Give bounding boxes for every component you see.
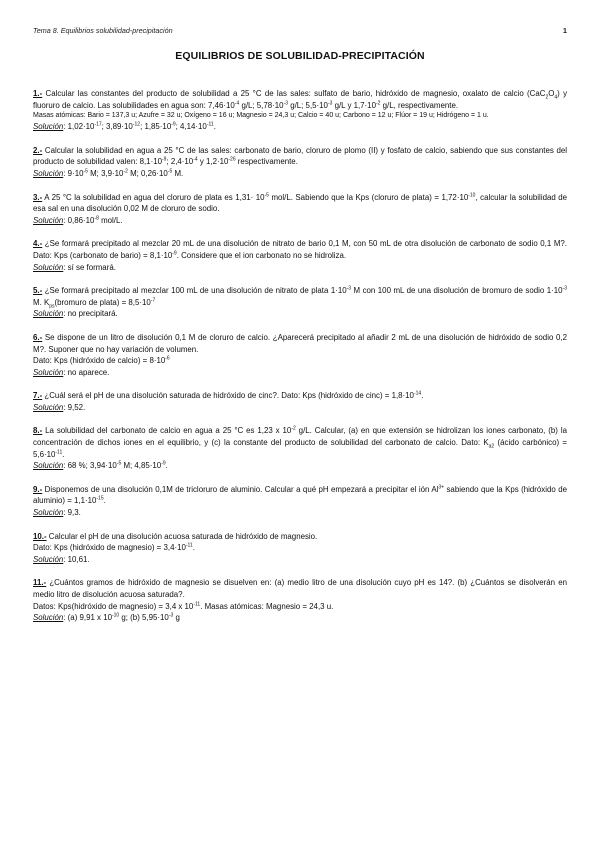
exercise-statement bbox=[33, 285, 567, 308]
exercise-statement bbox=[33, 192, 567, 215]
solution-value: $9\cdot 10^{-5}$ M; $3,9\cdot 10^{-2}$ M; $0,26\cdot 10^{-5}$ M. bbox=[67, 168, 184, 178]
solution-label: Solución bbox=[33, 168, 64, 178]
exercise-list bbox=[33, 88, 567, 624]
exercise-solution: Solución: no aparece. bbox=[33, 367, 110, 377]
exercise-number: 2.- bbox=[33, 145, 43, 155]
exercise-item bbox=[33, 531, 567, 566]
exercise-number: 1.- bbox=[33, 89, 43, 98]
exercise-statement bbox=[33, 531, 567, 554]
exercise-solution: Solución: 68 %; $3,94\cdot 10^{-5}$ M; $4,85\cdot 10^{-9}$. bbox=[33, 460, 168, 471]
exercise-solution: Solución: 9,3. bbox=[33, 508, 81, 518]
exercise-solution: Solución: 10,61. bbox=[33, 554, 90, 564]
exercise-statement bbox=[33, 484, 567, 507]
exercise-text: A 25 °C la solubilidad en agua del cloruro de plata es $1,31\cdot 10^{-5}$ mol/L. Sabiendo que la Kps (cloruro de plata) = $1,72\cdot 10^{-10}$, calcular la solubilidad de esa sal en una disolución 0,02 M de cloruro de sodio. bbox=[33, 191, 568, 214]
exercise-text: ¿Se formará precipitado al mezclar 20 mL de una disolución de nitrato de bario 0,1 M, con 50 mL de otra disolución de carbonato de sodio 0,1 M?. Dato: Kps (carbonato de bario) = $8,1\cdot 10^{-9}$. Considere que el ion carbonato no se hidroliza. bbox=[33, 239, 567, 260]
page-number: 1 bbox=[562, 26, 567, 35]
exercise-item bbox=[33, 145, 567, 180]
exercise-item bbox=[33, 577, 567, 623]
exercise-solution: Solución: 9,52. bbox=[33, 402, 86, 412]
exercise-number: 11.- bbox=[33, 578, 47, 588]
exercise-text: ¿Cuántos gramos de hidróxido de magnesio se disuelven en: (a) medio litro de una disolución cuyo pH es 14?. (b) ¿Cuántos se disolverán en medio litro de disolución acuosa saturada?. Datos: Kps(hidróxido de magnesio) = 3,4 x $10^{-11}$. Masas atómicas: Magnesio = 24,3 u. bbox=[33, 578, 567, 611]
header-topic: Tema 8. Equilibrios solubilidad-precipitación bbox=[33, 26, 173, 35]
solution-label: Solución bbox=[33, 461, 64, 471]
exercise-number: 4.- bbox=[33, 239, 43, 249]
exercise-text: ¿Cuál será el pH de una disolución saturada de hidróxido de cinc?. Dato: Kps (hidróxido de cinc) = $1,8\cdot 10^{-14}$. bbox=[42, 390, 424, 401]
exercise-item bbox=[33, 332, 567, 378]
solution-label: Solución bbox=[33, 367, 64, 377]
exercise-item bbox=[33, 192, 567, 227]
exercise-number: 8.- bbox=[33, 426, 43, 436]
solution-label: Solución bbox=[33, 262, 64, 272]
exercise-item bbox=[33, 285, 567, 320]
solution-value: sí se formará. bbox=[67, 262, 116, 272]
exercise-statement bbox=[33, 390, 567, 402]
exercise-statement bbox=[33, 238, 567, 261]
exercise-text: Se dispone de un litro de disolución 0,1 M de cloruro de calcio. ¿Aparecerá precipitado al añadir 2 mL de una disolución de hidróxido de sodio 0,2 M?. Suponer que no hay variación de volumen. Dato: Kps (hidróxido de calcio) = $8\cdot 10^{-6}$ bbox=[33, 332, 567, 366]
exercise-solution: Solución: $9\cdot 10^{-5}$ M; $3,9\cdot 10^{-2}$ M; $0,26\cdot 10^{-5}$ M. bbox=[33, 168, 184, 178]
exercise-item bbox=[33, 425, 567, 471]
exercise-number: 7.- bbox=[33, 391, 43, 401]
exercise-number: 10.- bbox=[33, 531, 47, 541]
exercise-text: ¿Se formará precipitado al mezclar 100 mL de una disolución de nitrato de plata $1\cdot 10^{-3}$ M con 100 mL de una disolución de bromuro de sodio $1\cdot 10^{-3}$ M. $K_{ps}(bromuro$ de plata) = $8,5\cdot 10^{-7}$ bbox=[33, 285, 567, 310]
exercise-number: 6.- bbox=[33, 332, 43, 342]
solution-label: Solución bbox=[33, 402, 64, 412]
exercise-statement bbox=[33, 425, 567, 460]
exercise-item bbox=[33, 484, 567, 519]
exercise-text: Calcular el pH de una disolución acuosa saturada de hidróxido de magnesio. Dato: Kps (hidróxido de magnesio) = $3,4\cdot 10^{-11}$. bbox=[33, 531, 318, 553]
exercise-solution: Solución: sí se formará. bbox=[33, 262, 116, 272]
solution-label: Solución bbox=[33, 215, 64, 225]
exercise-solution: Solución: (a) 9,91 x $10^{-10}$ g; (b) $5,95\cdot 10^{-3}$ g bbox=[33, 612, 180, 623]
exercise-item bbox=[33, 390, 567, 413]
exercise-text: Calcular la solubilidad en agua a 25 °C de las sales: carbonato de bario, cloruro de plomo (II) y fosfato de calcio, sabiendo que sus constantes del producto de solubilidad valen: $8,1\cdot 10^{-9}$; $2,4\cdot 10^{-4}$ y $1,2\cdot 10^{-26}$ respectivamente. bbox=[33, 145, 567, 167]
exercise-data-note: Masas atómicas: Bario = 137,3 u; Azufre = 32 u; Oxígeno = 16 u; Magnesio = 24,3 u; Calcio = 40 u; Carbono = 12 u; Flúor = 19 u; Hidrógeno = 1 u. bbox=[33, 112, 489, 120]
solution-label: Solución bbox=[33, 554, 64, 564]
exercise-statement bbox=[33, 145, 567, 168]
exercise-item bbox=[33, 238, 567, 273]
solution-value: (a) 9,91 x $10^{-10}$ g; (b) $5,95\cdot 10^{-3}$ g bbox=[67, 612, 180, 623]
exercise-solution: Solución: no precipitará. bbox=[33, 309, 118, 319]
exercise-number: 3.- bbox=[33, 192, 43, 202]
solution-value: 9,3. bbox=[67, 508, 81, 518]
page-header bbox=[33, 26, 567, 35]
exercise-number: 5.- bbox=[33, 286, 43, 296]
exercise-text: Calcular las constantes del producto de solubilidad a 25 °C de las sales: sulfato de bario, hidróxido de magnesio, oxalato de calcio $(CaC_2O_4)$ y fluoruro de calcio. Las solubilidades en agua son: $7,46\cdot 10^{-4}$ g/L; $5,78\cdot 10^{-3}$ g/L; $5,5\cdot 10^{-3}$ g/L y $1,7\cdot 10^{-2}$ g/L, respectivamente. bbox=[33, 89, 568, 110]
exercise-statement bbox=[33, 332, 567, 367]
solution-value: $0,86\cdot 10^{-8}$ mol/L. bbox=[67, 215, 123, 225]
solution-value: 68 %; $3,94\cdot 10^{-5}$ M; $4,85\cdot 10^{-9}$. bbox=[67, 460, 168, 471]
exercise-text: La solubilidad del carbonato de calcio en agua a 25 °C es 1,23 x $10^{-2}$ g/L. Calcular, (a) en que extensión se hidrolizan los iones carbonato, (b) la concentración de dichos iones en el equilibrio, y (c) la constante del producto de solubilidad del carbonato de calcio. Dato: $K_{a2}$ (ácido carbónico) = $5,6\cdot 10^{-11}$. bbox=[33, 425, 567, 459]
exercise-number: 9.- bbox=[33, 484, 43, 494]
solution-value: $1,02\cdot 10^{-17}$; $3,89\cdot 10^{-12}$; $1,85\cdot 10^{-9}$; $4,14\cdot 10^{-11}$. bbox=[67, 121, 216, 132]
exercise-text: Disponemos de una disolución 0,1M de tricloruro de aluminio. Calcular a qué pH empezará a precipitar el ión $Al^{3+}$ sabiendo que la Kps (hidróxido de aluminio) = $1,1\cdot 10^{-15}$. bbox=[33, 484, 567, 506]
solution-value: no precipitará. bbox=[67, 309, 118, 319]
solution-label: Solución bbox=[33, 613, 64, 623]
solution-value: 10,61. bbox=[67, 554, 90, 564]
solution-label: Solución bbox=[33, 309, 64, 319]
solution-value: 9,52. bbox=[67, 402, 86, 412]
exercise-solution: Solución: $1,02\cdot 10^{-17}$; $3,89\cdot 10^{-12}$; $1,85\cdot 10^{-9}$; $4,14\cdot 10^{-11}$. bbox=[33, 121, 216, 132]
solution-label: Solución bbox=[33, 508, 64, 518]
exercise-statement bbox=[33, 88, 567, 111]
exercise-item bbox=[33, 88, 567, 133]
exercise-solution: Solución: $0,86\cdot 10^{-8}$ mol/L. bbox=[33, 215, 123, 225]
solution-value: no aparece. bbox=[67, 367, 110, 377]
page-title: EQUILIBRIOS DE SOLUBILIDAD-PRECIPITACIÓN bbox=[175, 50, 425, 62]
exercise-statement bbox=[33, 577, 567, 612]
solution-label: Solución bbox=[33, 122, 64, 132]
